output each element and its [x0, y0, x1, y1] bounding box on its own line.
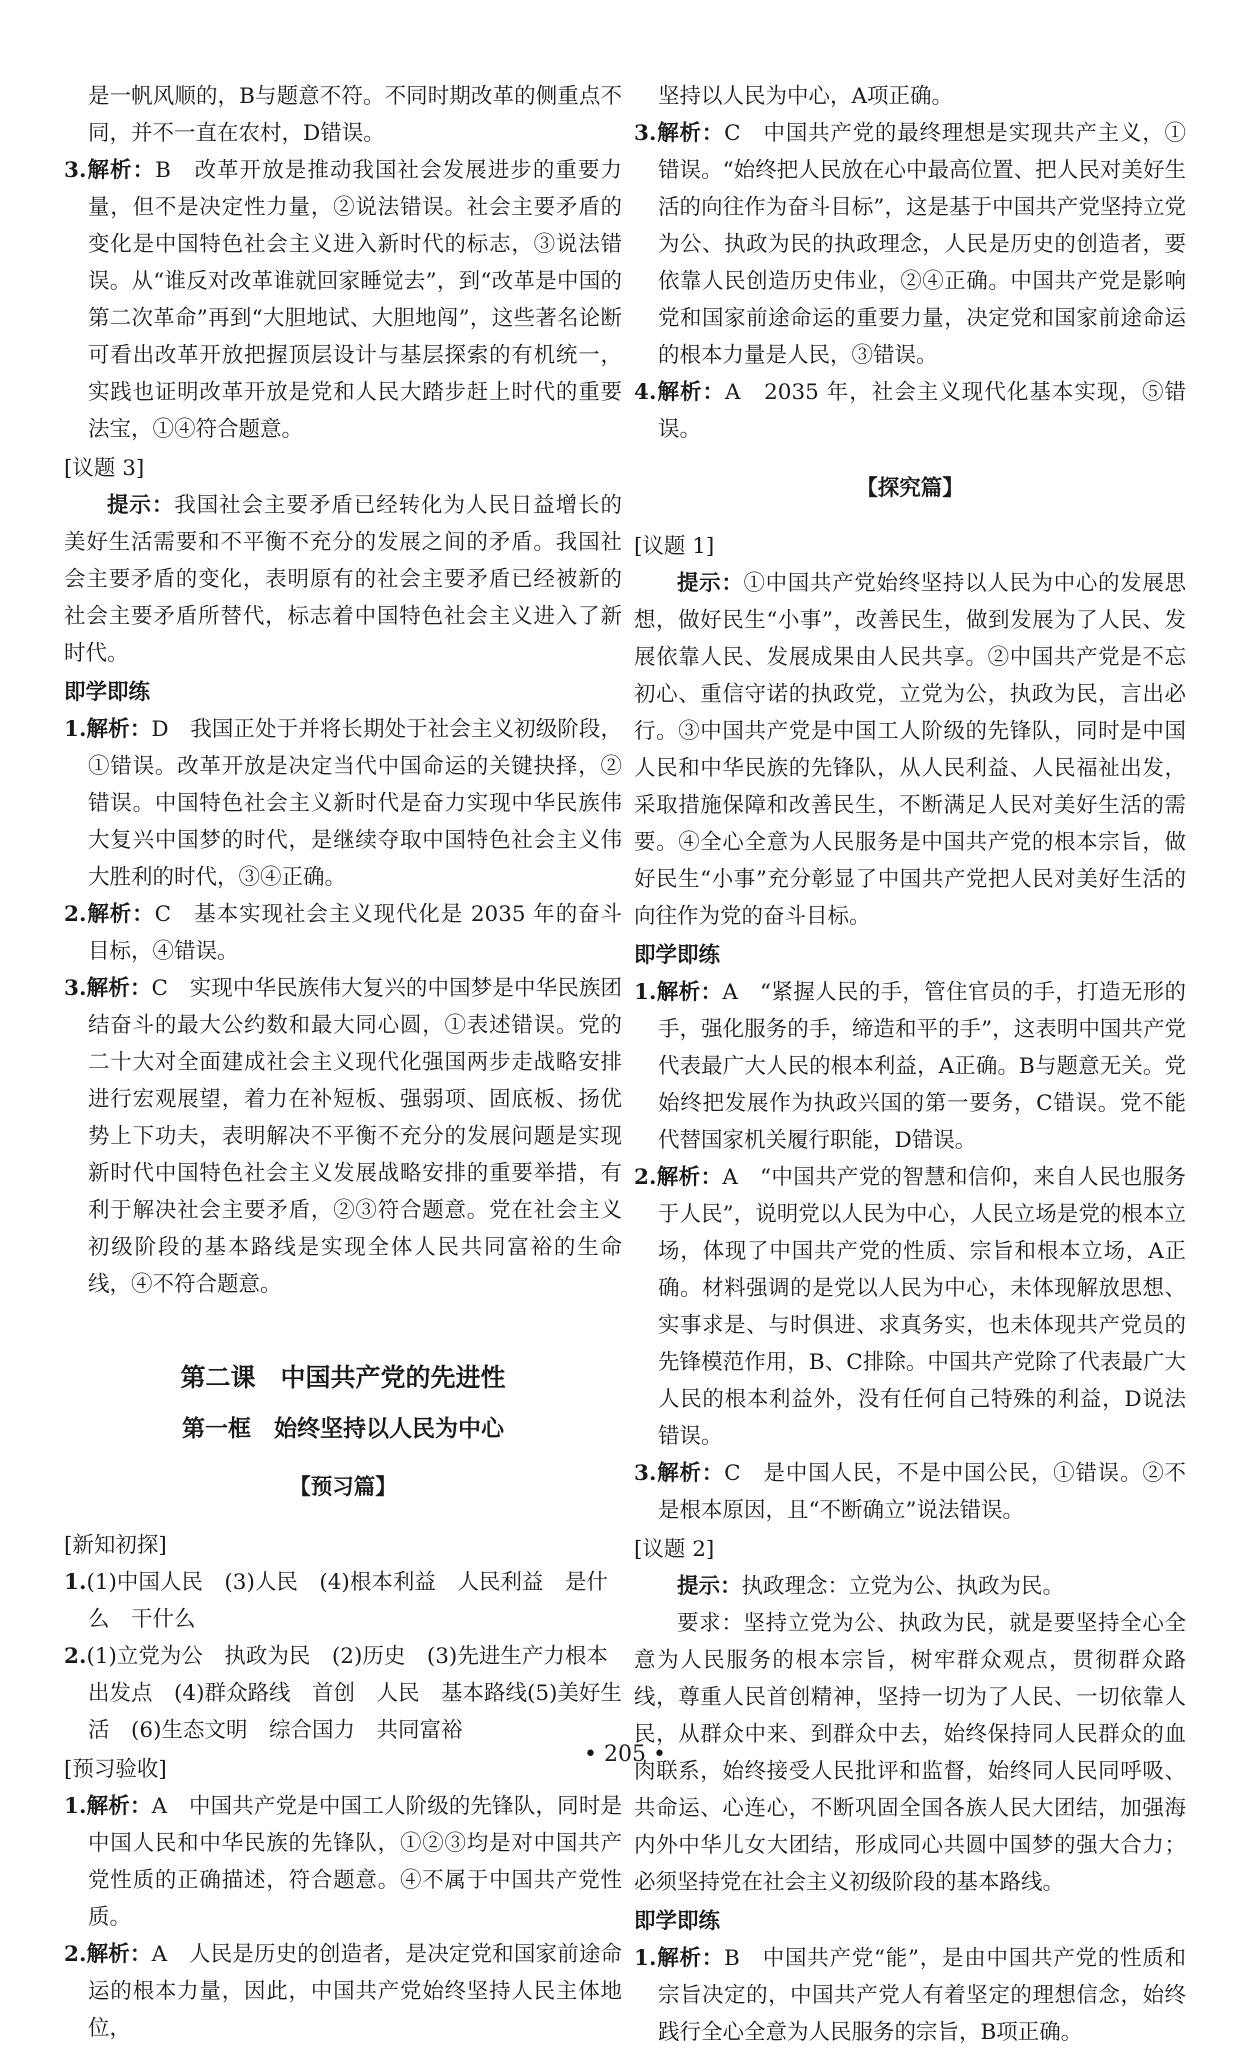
answer-item: [634, 1455, 1186, 1529]
page-number: • 205 •: [584, 1742, 666, 1767]
item-number: 2.: [64, 902, 87, 927]
fill-text: (1)立党为公 执政为民 (2)历史 (3)先进生产力根本出发点 (4)群众路线 首创 人民 基本路线(5)美好生活 (6)生态文明 综合国力 共同富裕: [86, 1644, 622, 1743]
analysis-label: 解析：: [656, 121, 725, 146]
new-knowledge-heading: [新知初探]: [64, 1533, 167, 1558]
hint-paragraph: [64, 487, 622, 672]
item-number: 2.: [64, 1942, 87, 1967]
topic-heading: [议题 1]: [634, 534, 715, 559]
analysis-label: 解析：: [86, 717, 152, 742]
analysis-label: 解析：: [86, 902, 155, 927]
hint-label: 提示：: [677, 1574, 742, 1599]
item-number: 4.: [634, 380, 657, 405]
answer-text: C 实现中华民族伟大复兴的中国梦是中华民族团结奋斗的最大公约数和最大同心圆，①表述错误。党的二十大对全面建成社会主义现代化强国两步走战略安排进行宏观展望，着力在补短板、强弱项、固底板、扬优势上下功夫，表明解决不平衡不充分的发展问题是实现新时代中国特色社会主义发展战略安排的重要举措，有利于解决社会主要矛盾，②③符合题意。党在社会主义初级阶段的基本路线是实现全体人民共同富裕的生命线，④不符合题意。: [88, 976, 622, 1297]
analysis-label: 解析：: [656, 1165, 723, 1190]
topic-heading: [议题 3]: [64, 456, 145, 481]
answer-text: A 2035 年，社会主义现代化基本实现，⑤错误。: [658, 380, 1186, 442]
hint-text: ①中国共产党始终坚持以人民为中心的发展思想，做好民生“小事”，改善民生，做到发展为了人民、发展依靠人民、发展成果由人民共享。②中国共产党是不忘初心、重信守诺的执政党，立党为公，执政为民，言出必行。③中国共产党是中国工人阶级的先锋队，同时是中国人民和中华民族的先锋队，从人民利益、人民福祉出发，采取措施保障和改善民生，不断满足人民对美好生活的需要。④全心全意为人民服务是中国共产党的根本宗旨，做好民生“小事”充分彰显了中国共产党把人民对美好生活的向往作为党的奋斗目标。: [634, 571, 1186, 929]
analysis-label: 解析：: [656, 380, 726, 405]
item-number: 3.: [64, 976, 87, 1001]
answer-text: B 中国共产党“能”，是由中国共产党的性质和宗旨决定的，中国共产党人有着坚定的理想信念，始终践行全心全意为人民服务的宗旨，B项正确。: [658, 1946, 1186, 2045]
fill-item: [64, 1564, 622, 1638]
item-number: 1.: [634, 980, 657, 1005]
analysis-label: 解析：: [86, 1794, 152, 1819]
answer-item: [64, 1788, 622, 1936]
section-heading: 即学即练: [634, 943, 721, 968]
requirement-paragraph: 要求：坚持立党为公、执政为民，就是要坚持全心全意为人民服务的根本宗旨，树牢群众观点，贯彻群众路线，尊重人民首创精神，坚持一切为了人民、一切依靠人民，从群众中来、到群众中去，始终保持同人民群众的血肉联系，始终接受人民批评和监督，始终同人民同呼吸、共命运、心连心，不断巩固全国各族人民大团结，加强海内外中华儿女大团结，形成同心共圆中国梦的强大合力；必须坚持党在社会主义初级阶段的基本路线。: [634, 1611, 1186, 1895]
fill-text: (1)中国人民 (3)人民 (4)根本利益 人民利益 是什么 干什么: [86, 1570, 608, 1632]
section-heading: 即学即练: [64, 680, 151, 705]
answer-text: C 基本实现社会主义现代化是 2035 年的奋斗目标，④错误。: [88, 902, 622, 964]
analysis-label: 解析：: [656, 1461, 725, 1486]
answer-text: D 我国正处于并将长期处于社会主义初级阶段，①错误。改革开放是决定当代中国命运的关键抉择，②错误。中国特色社会主义新时代是奋力实现中华民族伟大复兴中国梦的时代，是继续夺取中国特色社会主义伟大胜利的时代，③④正确。: [88, 717, 622, 890]
item-number: 1.: [634, 1946, 657, 1971]
analysis-label: 解析：: [86, 976, 152, 1001]
continuation-text: 是一帆风顺的，B与题意不符。不同时期改革的侧重点不同，并不一直在农村，D错误。: [88, 84, 622, 146]
answer-text: C 是中国人民，不是中国公民，①错误。②不是根本原因，且“不断确立”说法错误。: [658, 1461, 1186, 1523]
analysis-label: 解析：: [86, 1942, 152, 1967]
explore-heading: 【探究篇】: [856, 475, 964, 501]
hint-text: 我国社会主要矛盾已经转化为人民日益增长的美好生活需要和不平衡不充分的发展之间的矛盾。我国社会主要矛盾的变化，表明原有的社会主要矛盾已经被新的社会主要矛盾所替代，标志着中国特色社会主义进入了新时代。: [64, 493, 622, 666]
frame-title: 第一框 始终坚持以人民为中心: [182, 1416, 504, 1442]
item-number: 1.: [64, 717, 87, 742]
continuation-text: 坚持以人民为中心，A项正确。: [658, 84, 954, 109]
hint-label: 提示：: [107, 493, 175, 518]
analysis-label: 解析：: [86, 158, 156, 183]
answer-text: A “紧握人民的手，管住官员的手，打造无形的手，强化服务的手，缔造和平的手”，这表明中国共产党代表最广大人民的根本利益，A正确。B与题意无关。党始终把发展作为执政兴国的第一要务，C错误。党不能代替国家机关履行职能，D错误。: [658, 980, 1186, 1153]
fill-item: [64, 1638, 622, 1749]
section-heading: 即学即练: [634, 1909, 721, 1934]
answer-item: [64, 970, 622, 1303]
answer-text: C 中国共产党的最终理想是实现共产主义，①错误。“始终把人民放在心中最高位置、把人民对美好生活的向往作为奋斗目标”，这是基于中国共产党坚持立党为公、执政为民的执政理念，人民是历史的创造者，要依靠人民创造历史伟业，②④正确。中国共产党是影响党和国家前途命运的重要力量，决定党和国家前途命运的根本力量是人民，③错误。: [658, 121, 1186, 368]
answer-item: [634, 115, 1186, 374]
item-number: 2.: [64, 1644, 87, 1669]
answer-item: [64, 1936, 622, 2047]
hint-paragraph: [634, 565, 1186, 935]
answer-item: [634, 974, 1186, 1159]
item-number: 3.: [634, 121, 657, 146]
topic-heading: [议题 2]: [634, 1537, 715, 1562]
hint-text: 执政理念：立党为公、执政为民。: [741, 1574, 1065, 1599]
answer-text: B 改革开放是推动我国社会发展进步的重要力量，但不是决定性力量，②说法错误。社会主要矛盾的变化是中国特色社会主义进入新时代的标志，③说法错误。从“谁反对改革谁就回家睡觉去”，到“改革是中国的第二次革命”再到“大胆地试、大胆地闯”，这些著名论断可看出改革开放把握顶层设计与基层探索的有机统一，实践也证明改革开放是党和人民大踏步赶上时代的重要法宝，①④符合题意。: [88, 158, 622, 442]
analysis-label: 解析：: [656, 980, 723, 1005]
item-number: 3.: [634, 1461, 657, 1486]
answer-text: A 人民是历史的创造者，是决定党和国家前途命运的根本力量，因此，中国共产党始终坚持人民主体地位，: [88, 1942, 622, 2041]
hint-paragraph: [634, 1568, 1186, 1605]
answer-text: A “中国共产党的智慧和信仰，来自人民也服务于人民”，说明党以人民为中心，人民立场是党的根本立场，体现了中国共产党的性质、宗旨和根本立场，A正确。材料强调的是党以人民为中心，未体现解放思想、实事求是、与时俱进、求真务实，也未体现共产党员的先锋模范作用，B、C排除。中国共产党除了代表最广大人民的根本利益外，没有任何自己特殊的利益，D说法错误。: [658, 1165, 1186, 1449]
item-number: 1.: [64, 1570, 87, 1595]
answer-item: [634, 374, 1186, 448]
answer-text: A 中国共产党是中国工人阶级的先锋队，同时是中国人民和中华民族的先锋队，①②③均是对中国共产党性质的正确描述，符合题意。④不属于中国共产党性质。: [88, 1794, 622, 1930]
analysis-label: 解析：: [656, 1946, 724, 1971]
answer-item: [634, 1159, 1186, 1455]
answer-item: [634, 1940, 1186, 2051]
item-number: 1.: [64, 1794, 87, 1819]
preview-heading: 【预习篇】: [289, 1474, 397, 1500]
lesson-title: 第二课 中国共产党的先进性: [180, 1363, 506, 1392]
answer-item: [64, 152, 622, 448]
answer-item: [64, 711, 622, 896]
item-number: 3.: [64, 158, 87, 183]
hint-label: 提示：: [677, 571, 744, 596]
preview-check-heading: [预习验收]: [64, 1757, 167, 1782]
item-number: 2.: [634, 1165, 657, 1190]
answer-item: [64, 896, 622, 970]
